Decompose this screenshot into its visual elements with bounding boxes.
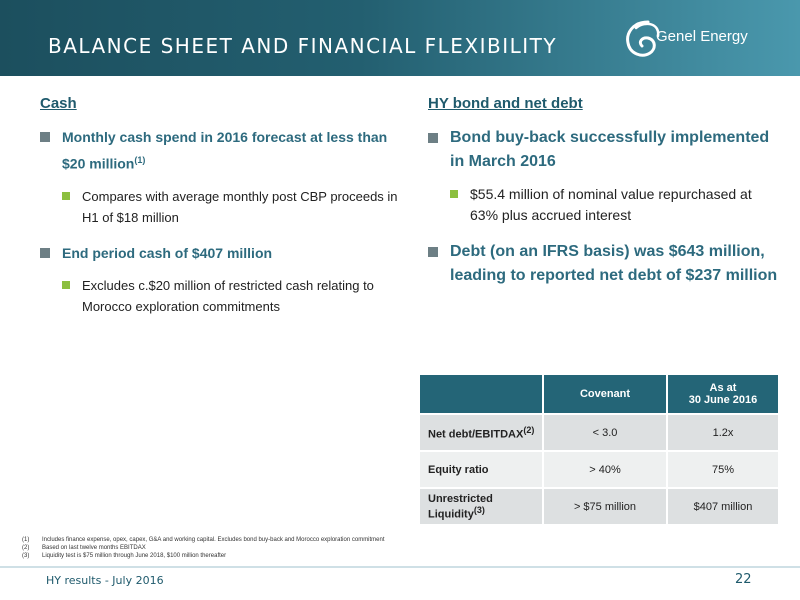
subbullet-nominal-value: [450, 184, 778, 226]
bullet-square-icon: [428, 133, 438, 143]
footnote-number: (1): [22, 537, 30, 543]
row-label: [419, 451, 543, 488]
footnote: [22, 552, 385, 560]
footnote-number: (2): [22, 545, 30, 551]
footnote: [22, 536, 385, 544]
footnote-number: (3): [22, 553, 30, 559]
table-header-row: [419, 374, 779, 414]
row-label-text: Unrestricted Liquidity: [428, 492, 493, 521]
covenant-cell: > 40%: [543, 451, 667, 488]
bullet-text: Bond buy-back successfully implemented in March 2016: [450, 129, 770, 170]
covenant-cell: < 3.0: [543, 414, 667, 451]
bullet-debt: [428, 240, 778, 288]
bullet-bond-buyback: [428, 126, 778, 174]
value-cell: 1.2x: [667, 414, 779, 451]
bullet-text: End period cash of $407 million: [62, 244, 273, 261]
bullet-end-period-cash: [40, 242, 400, 265]
subbullet-square-icon: [62, 281, 70, 289]
footer-divider: [0, 566, 800, 568]
table-row: [419, 414, 779, 451]
subbullet-square-icon: [62, 192, 70, 200]
table-header-empty: [419, 374, 543, 414]
covenant-table: [418, 373, 780, 526]
footnote-text: Liquidity test is $75 million through June 2018, $100 million thereafter: [42, 553, 227, 559]
cash-column: [40, 95, 400, 331]
footnote-ref: (1): [134, 155, 146, 165]
footnote-ref: (2): [523, 424, 535, 435]
bond-column: [428, 95, 778, 298]
page-title: BALANCE SHEET AND FINANCIAL FLEXIBILITY: [48, 34, 558, 58]
header-as-at-line2: 30 June 2016: [688, 394, 758, 406]
subbullet-square-icon: [450, 190, 458, 198]
row-label-text: Net debt/EBITDAX: [428, 428, 524, 441]
covenant-cell: > $75 million: [543, 488, 667, 525]
footnote-ref: (3): [473, 504, 485, 515]
value-cell: 75%: [667, 451, 779, 488]
bullet-text: Debt (on an IFRS basis) was $643 million, leading to reported net debt of $237 million: [450, 243, 778, 284]
bond-heading: HY bond and net debt: [428, 95, 583, 112]
footnote-text: Includes finance expense, opex, capex, G&A and working capital. Excludes bond buy-back and Morocco exploration commitment: [42, 537, 385, 543]
bullet-square-icon: [428, 247, 438, 257]
page-number: 22: [735, 572, 752, 587]
footnotes: [22, 536, 385, 560]
footer-label: HY results - July 2016: [46, 574, 164, 587]
logo-text: Genel Energy: [656, 28, 748, 45]
row-label-text: Equity ratio: [428, 463, 489, 476]
subbullet-text: Excludes c.$20 million of restricted cash relating to Morocco exploration commitments: [82, 277, 374, 314]
footnote: [22, 544, 385, 552]
header-banner: [0, 0, 800, 76]
row-label: [419, 414, 543, 451]
table-row: [419, 488, 779, 525]
footnote-text: Based on last twelve months EBITDAX: [42, 545, 146, 551]
bullet-text: Monthly cash spend in 2016 forecast at less than $20 million: [62, 129, 388, 172]
table-header-as-at: [667, 374, 779, 414]
cash-heading: Cash: [40, 95, 77, 112]
subbullet-restricted-cash: [62, 275, 400, 317]
value-cell: $407 million: [667, 488, 779, 525]
row-label: [419, 488, 543, 525]
subbullet-text: Compares with average monthly post CBP proceeds in H1 of $18 million: [82, 188, 398, 225]
header-as-at-line1: As at: [709, 382, 737, 394]
table-row: [419, 451, 779, 488]
subbullet-average-proceeds: [62, 186, 400, 228]
bullet-square-icon: [40, 132, 50, 142]
bullet-square-icon: [40, 248, 50, 258]
table-header-covenant: Covenant: [543, 374, 667, 414]
bullet-monthly-cash: [40, 126, 400, 176]
subbullet-text: $55.4 million of nominal value repurchased at 63% plus accrued interest: [470, 186, 752, 223]
